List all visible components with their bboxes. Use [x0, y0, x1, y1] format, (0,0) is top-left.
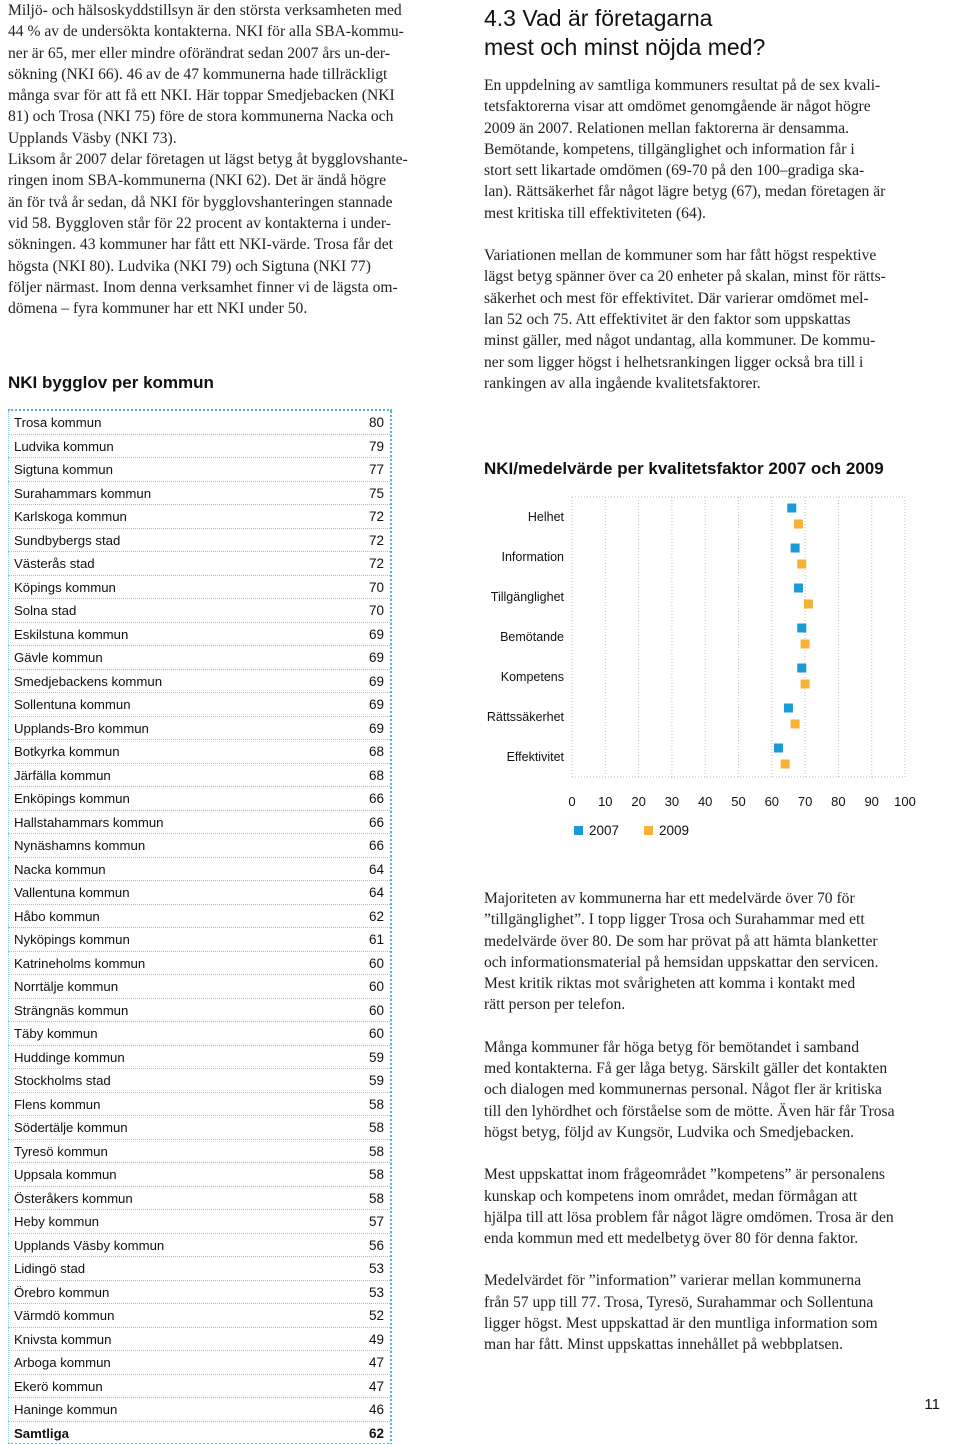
- text-line: högsta (NKI 80). Ludvika (NKI 79) och Sigtuna (NKI 77): [8, 257, 371, 275]
- body-paragraph-3: [484, 888, 924, 1016]
- data-point-2007: [797, 624, 806, 633]
- nki-value: 57: [368, 1214, 384, 1229]
- text-line: Medelvärdet för ”information” varierar mellan kommunerna: [484, 1272, 862, 1290]
- legend-swatch-2007: [574, 826, 583, 835]
- section-heading: [484, 4, 924, 62]
- nki-value: 59: [368, 1049, 384, 1065]
- table-row: [8, 1210, 392, 1234]
- table-row: [8, 858, 392, 882]
- table-row: [8, 1116, 392, 1140]
- table-row: [8, 1375, 392, 1399]
- municipality-name: Vallentuna kommun: [14, 885, 130, 900]
- nki-value: 60: [368, 979, 384, 994]
- table-row: [8, 505, 392, 529]
- nki-value: 58: [368, 1190, 384, 1206]
- table-row: [8, 1022, 392, 1046]
- text-line: Bemötande, kompetens, tillgänglighet och information får i: [484, 140, 855, 158]
- municipality-name: Upplands Väsby kommun: [14, 1237, 165, 1253]
- nki-value: 69: [368, 720, 384, 736]
- data-point-2007: [787, 504, 796, 513]
- nki-value: 66: [368, 791, 384, 806]
- text-line: högst betyg, följd av Kungsör, Ludvika och Smedjebacken.: [484, 1123, 855, 1141]
- text-line: och dialogen med kommunernas personal. Något fler är kritiska: [484, 1081, 882, 1099]
- table-row: [8, 999, 392, 1023]
- x-tick-label: 100: [894, 794, 916, 809]
- nki-value: 58: [368, 1096, 384, 1112]
- data-point-2007: [791, 544, 800, 553]
- legend-swatch-2009: [644, 826, 653, 835]
- nki-value: 72: [368, 556, 384, 571]
- nki-value: 61: [368, 932, 384, 947]
- x-tick-label: 30: [664, 794, 680, 809]
- table-row: [8, 1234, 392, 1258]
- table-row: [8, 1398, 392, 1422]
- text-line: från 57 upp till 77. Trosa, Tyresö, Surahammar och Sollentuna: [484, 1293, 874, 1311]
- nki-value: 53: [368, 1261, 384, 1276]
- nki-value: 69: [368, 673, 384, 689]
- text-line: ner som ligger högst i helhetsrankingen ligger också bra till i: [484, 353, 864, 371]
- nki-value: 60: [368, 955, 384, 971]
- text-line: 44 % av de undersökta kontakterna. NKI för alla SBA-kommu-: [8, 23, 404, 41]
- nki-value: 58: [368, 1167, 384, 1182]
- nki-value: 59: [368, 1073, 384, 1088]
- data-point-2007: [797, 664, 806, 673]
- municipality-name: Enköpings kommun: [14, 791, 130, 806]
- data-point-2009: [801, 680, 810, 689]
- nki-value: 60: [368, 1002, 384, 1018]
- nki-value: 64: [368, 861, 384, 877]
- municipality-name: Uppsala kommun: [14, 1167, 117, 1182]
- intro-paragraph: [8, 0, 438, 319]
- municipality-name: Södertälje kommun: [14, 1120, 128, 1135]
- body-paragraph-4: [484, 1037, 924, 1143]
- nki-value: 52: [368, 1308, 384, 1323]
- municipality-name: Haninge kommun: [14, 1402, 118, 1417]
- body-paragraph-6: [484, 1270, 924, 1355]
- table-row: [8, 435, 392, 459]
- text-line: Majoriteten av kommunerna har ett medelvärde över 70 för: [484, 890, 855, 907]
- nki-bygglov-table: [8, 409, 392, 1444]
- table-row: [8, 1163, 392, 1187]
- municipality-name: Huddinge kommun: [14, 1049, 125, 1065]
- municipality-name: Tyresö kommun: [14, 1143, 108, 1159]
- text-line: Mest kritik riktas mot svårigheten att komma i kontakt med: [484, 975, 856, 993]
- text-line: Miljö- och hälsoskyddstillsyn är den största verksamheten med: [8, 2, 402, 19]
- text-line: Mest uppskattat inom frågeområdet ”kompetens” är personalens: [484, 1166, 885, 1184]
- category-label: Tillgänglighet: [490, 590, 564, 604]
- text-line: än för två år sedan, då NKI för bygglovshanteringen stannade: [8, 193, 393, 211]
- x-tick-label: 70: [797, 794, 813, 809]
- municipality-name: Trosa kommun: [14, 415, 102, 430]
- data-point-2009: [797, 560, 806, 569]
- x-tick-label: 50: [731, 794, 746, 809]
- table-row: [8, 764, 392, 788]
- text-line: stort sett likartade omdömen (69-70 på den 100–gradiga ska-: [484, 162, 865, 180]
- municipality-name: Ekerö kommun: [14, 1378, 103, 1394]
- x-tick-label: 20: [631, 794, 646, 809]
- data-point-2007: [794, 584, 803, 593]
- nki-value: 58: [368, 1120, 384, 1135]
- text-line: lan). Rättsäkerhet får något lägre betyg (67), medan företagen är: [484, 183, 886, 201]
- text-line: ringen inom SBA-kommunerna (NKI 62). Det är ändå högre: [8, 172, 387, 190]
- text-line: tetsfaktorerna visar att omdömet genomgående är något högre: [484, 98, 871, 116]
- nki-value: 64: [368, 885, 384, 900]
- table-row: [8, 670, 392, 694]
- table-row: [8, 623, 392, 647]
- data-point-2009: [781, 760, 790, 769]
- text-line: Många kommuner får höga betyg för bemötandet i samband: [484, 1038, 860, 1056]
- nki-value: 77: [368, 462, 384, 477]
- table-row: [8, 576, 392, 600]
- text-line: till den lyhördhet och förståelse som de mötte. Även här får Trosa: [484, 1102, 895, 1120]
- table-row: [8, 1257, 392, 1281]
- table-row: [8, 740, 392, 764]
- section-heading-line1: 4.3 Vad är företagarna: [484, 5, 713, 31]
- table-row: [8, 1069, 392, 1093]
- text-line: och informationsmaterial på hemsidan uppskattar den servicen.: [484, 953, 879, 971]
- municipality-name: Örebro kommun: [14, 1284, 110, 1300]
- right-column: [484, 0, 924, 394]
- table-row: [8, 1046, 392, 1070]
- municipality-name: Lidingö stad: [14, 1261, 86, 1276]
- municipality-name: Nyköpings kommun: [14, 932, 130, 947]
- municipality-name: Strängnäs kommun: [14, 1002, 129, 1018]
- text-line: kunskap och kompetens inom området, medan förmågan att: [484, 1187, 858, 1205]
- nki-value: 72: [368, 532, 384, 548]
- nki-value: 68: [368, 767, 384, 783]
- table-row: [8, 975, 392, 999]
- text-line: rankingen av alla ingående kvalitetsfaktorer.: [484, 374, 761, 392]
- nki-value: 58: [368, 1143, 384, 1159]
- data-point-2009: [794, 520, 803, 529]
- data-point-2009: [801, 640, 810, 649]
- right-column-lower: [484, 888, 924, 1356]
- nki-value: 68: [368, 744, 384, 759]
- chart-title: NKI/medelvärde per kvalitetsfaktor 2007 och 2009: [484, 459, 884, 478]
- municipality-name: Sollentuna kommun: [14, 697, 131, 712]
- x-tick-label: 40: [697, 794, 713, 809]
- text-line: vid 58. Byggloven står för 22 procent av kontakterna i under-: [8, 214, 391, 232]
- table-row: [8, 787, 392, 811]
- municipality-name: Smedjebackens kommun: [14, 673, 163, 689]
- municipality-name: Flens kommun: [14, 1096, 101, 1112]
- municipality-name: Sigtuna kommun: [14, 462, 113, 477]
- text-line: medelvärde över 80. De som har prövat på att hämta blanketter: [484, 932, 878, 950]
- nki-value: 53: [368, 1284, 384, 1300]
- table-row: [8, 529, 392, 553]
- text-line: sökning (NKI 66). 46 av de 47 kommunerna hade tillräckligt: [8, 65, 388, 83]
- municipality-name: Samtliga: [14, 1425, 69, 1441]
- nki-value: 66: [368, 838, 384, 853]
- table-row: [8, 952, 392, 976]
- nki-value: 69: [368, 650, 384, 665]
- text-line: Upplands Väsby (NKI 73).: [8, 129, 177, 147]
- municipality-name: Nynäshamns kommun: [14, 838, 146, 853]
- text-line: enda kommun med ett medelbetyg över 80 för denna faktor.: [484, 1230, 859, 1248]
- left-column: [8, 0, 438, 319]
- municipality-name: Katrineholms kommun: [14, 955, 146, 971]
- text-line: följer närmast. Inom denna verksamhet finner vi de lägsta om-: [8, 278, 398, 296]
- table-row: [8, 1281, 392, 1305]
- legend-label: 2009: [659, 823, 690, 838]
- municipality-name: Västerås stad: [14, 556, 95, 571]
- municipality-name: Norrtälje kommun: [14, 979, 119, 994]
- table-total-row: [8, 1422, 392, 1444]
- text-line: lan 52 och 75. Att effektivitet är den faktor som uppskattas: [484, 310, 851, 328]
- nki-value: 69: [368, 626, 384, 642]
- municipality-name: Heby kommun: [14, 1214, 100, 1229]
- data-point-2007: [774, 744, 783, 753]
- text-line: 2009 än 2007. Relationen mellan faktorerna är densamma.: [484, 119, 850, 137]
- body-paragraph-1: [484, 75, 924, 224]
- municipality-name: Köpings kommun: [14, 579, 116, 595]
- nki-value: 56: [368, 1237, 384, 1253]
- table-row: [8, 928, 392, 952]
- municipality-name: Täby kommun: [14, 1026, 98, 1041]
- text-line: Liksom år 2007 delar företagen ut lägst betyg åt bygglovshante-: [8, 151, 408, 169]
- municipality-name: Gävle kommun: [14, 650, 103, 665]
- x-tick-label: 60: [764, 794, 780, 809]
- table-row: [8, 552, 392, 576]
- x-tick-label: 0: [568, 794, 576, 809]
- text-line: man har fått. Minst uppskattas innehållet på webbplatsen.: [484, 1336, 843, 1354]
- nki-value: 80: [368, 415, 384, 430]
- text-line: många svar för att få ett NKI. Här toppar Smedjebacken (NKI: [8, 87, 395, 105]
- table-row: [8, 717, 392, 741]
- page-number: 11: [924, 1396, 940, 1413]
- municipality-name: Hallstahammars kommun: [14, 814, 164, 830]
- nki-value: 66: [368, 814, 384, 830]
- text-line: med kontakterna. Få ger låga betyg. Särskilt gäller det kontakten: [484, 1060, 888, 1078]
- nki-value: 47: [368, 1355, 384, 1370]
- municipality-name: Botkyrka kommun: [14, 744, 120, 759]
- table-row: [8, 905, 392, 929]
- text-line: En uppdelning av samtliga kommuners resultat på de sex kvali-: [484, 77, 881, 94]
- nki-value: 72: [368, 509, 384, 524]
- body-paragraph-2: [484, 245, 924, 394]
- table-row: [8, 411, 392, 435]
- municipality-name: Stockholms stad: [14, 1073, 111, 1088]
- municipality-name: Knivsta kommun: [14, 1331, 112, 1347]
- text-line: ner är 65, mer eller mindre oförändrat sedan 2007 års un-der-: [8, 44, 391, 62]
- nki-value: 46: [368, 1402, 384, 1417]
- municipality-name: Värmdö kommun: [14, 1308, 115, 1323]
- legend-label: 2007: [589, 823, 620, 838]
- nki-value: 49: [368, 1331, 384, 1347]
- text-line: hjälpa till att lösa problem får något lägre omdömen. Trosa är den: [484, 1208, 894, 1226]
- nki-value: 62: [368, 1425, 384, 1441]
- text-line: sökningen. 43 kommuner har fått ett NKI-värde. Trosa får det: [8, 236, 393, 254]
- nki-value: 79: [368, 438, 384, 454]
- municipality-name: Upplands-Bro kommun: [14, 720, 149, 736]
- table-row: [8, 599, 392, 623]
- category-label: Information: [501, 550, 564, 564]
- text-line: ”tillgänglighet”. I topp ligger Trosa och Surahammar med ett: [484, 911, 865, 929]
- nki-value: 47: [368, 1378, 384, 1394]
- table-row: [8, 693, 392, 717]
- table-row: [8, 881, 392, 905]
- text-line: Variationen mellan de kommuner som har fått högst respektive: [484, 247, 877, 265]
- table-row: [8, 1187, 392, 1211]
- text-line: säkerhet och mest för effektivitet. Där varierar omdömet mel-: [484, 289, 869, 307]
- x-tick-label: 10: [598, 794, 613, 809]
- table-row: [8, 1093, 392, 1117]
- data-point-2009: [791, 720, 800, 729]
- table-row: [8, 482, 392, 506]
- text-line: minst gäller, med något undantag, alla kommuner. De kommu-: [484, 332, 876, 350]
- table-row: [8, 1140, 392, 1164]
- text-line: mest kritiska till effektiviteten (64).: [484, 204, 706, 222]
- x-tick-label: 90: [864, 794, 879, 809]
- section-heading-line2: mest och minst nöjda med?: [484, 34, 766, 60]
- table-row: [8, 811, 392, 835]
- table-row: [8, 834, 392, 858]
- table-row: [8, 1351, 392, 1375]
- table-row: [8, 458, 392, 482]
- table-row: [8, 646, 392, 670]
- nki-value: 60: [368, 1026, 384, 1041]
- quality-factor-chart: [484, 492, 924, 852]
- municipality-name: Arboga kommun: [14, 1355, 111, 1370]
- text-line: ligger högst. Mest uppskattad är den muntliga information som: [484, 1315, 878, 1333]
- municipality-name: Håbo kommun: [14, 908, 100, 924]
- text-line: dömena – fyra kommuner har ett NKI under 50.: [8, 300, 308, 318]
- table-row: [8, 1328, 392, 1352]
- body-paragraph-5: [484, 1164, 924, 1249]
- municipality-name: Eskilstuna kommun: [14, 626, 129, 642]
- nki-value: 69: [368, 697, 384, 712]
- nki-value: 70: [368, 603, 384, 618]
- data-point-2007: [784, 704, 793, 713]
- category-label: Kompetens: [500, 670, 564, 684]
- category-label: Effektivitet: [506, 750, 564, 764]
- municipality-name: Karlskoga kommun: [14, 509, 127, 524]
- municipality-name: Sundbybergs stad: [14, 532, 121, 548]
- nki-value: 70: [368, 579, 384, 595]
- municipality-name: Järfälla kommun: [14, 767, 111, 783]
- text-line: rätt person per telefon.: [484, 996, 626, 1014]
- data-point-2009: [804, 600, 813, 609]
- nki-value: 75: [368, 485, 384, 501]
- category-label: Helhet: [527, 510, 564, 524]
- table-title: NKI bygglov per kommun: [8, 373, 214, 392]
- municipality-name: Österåkers kommun: [14, 1190, 133, 1206]
- category-label: Rättssäkerhet: [486, 710, 564, 724]
- text-line: 81) och Trosa (NKI 75) före de stora kommunerna Nacka och: [8, 108, 394, 126]
- municipality-name: Ludvika kommun: [14, 438, 114, 454]
- table-row: [8, 1304, 392, 1328]
- municipality-name: Surahammars kommun: [14, 485, 152, 501]
- category-label: Bemötande: [500, 630, 564, 644]
- municipality-name: Nacka kommun: [14, 861, 106, 877]
- municipality-name: Solna stad: [14, 603, 77, 618]
- nki-value: 62: [368, 908, 384, 924]
- text-line: lägst betyg spänner över ca 20 enheter på skalan, minst för rätts-: [484, 268, 886, 286]
- x-tick-label: 80: [831, 794, 846, 809]
